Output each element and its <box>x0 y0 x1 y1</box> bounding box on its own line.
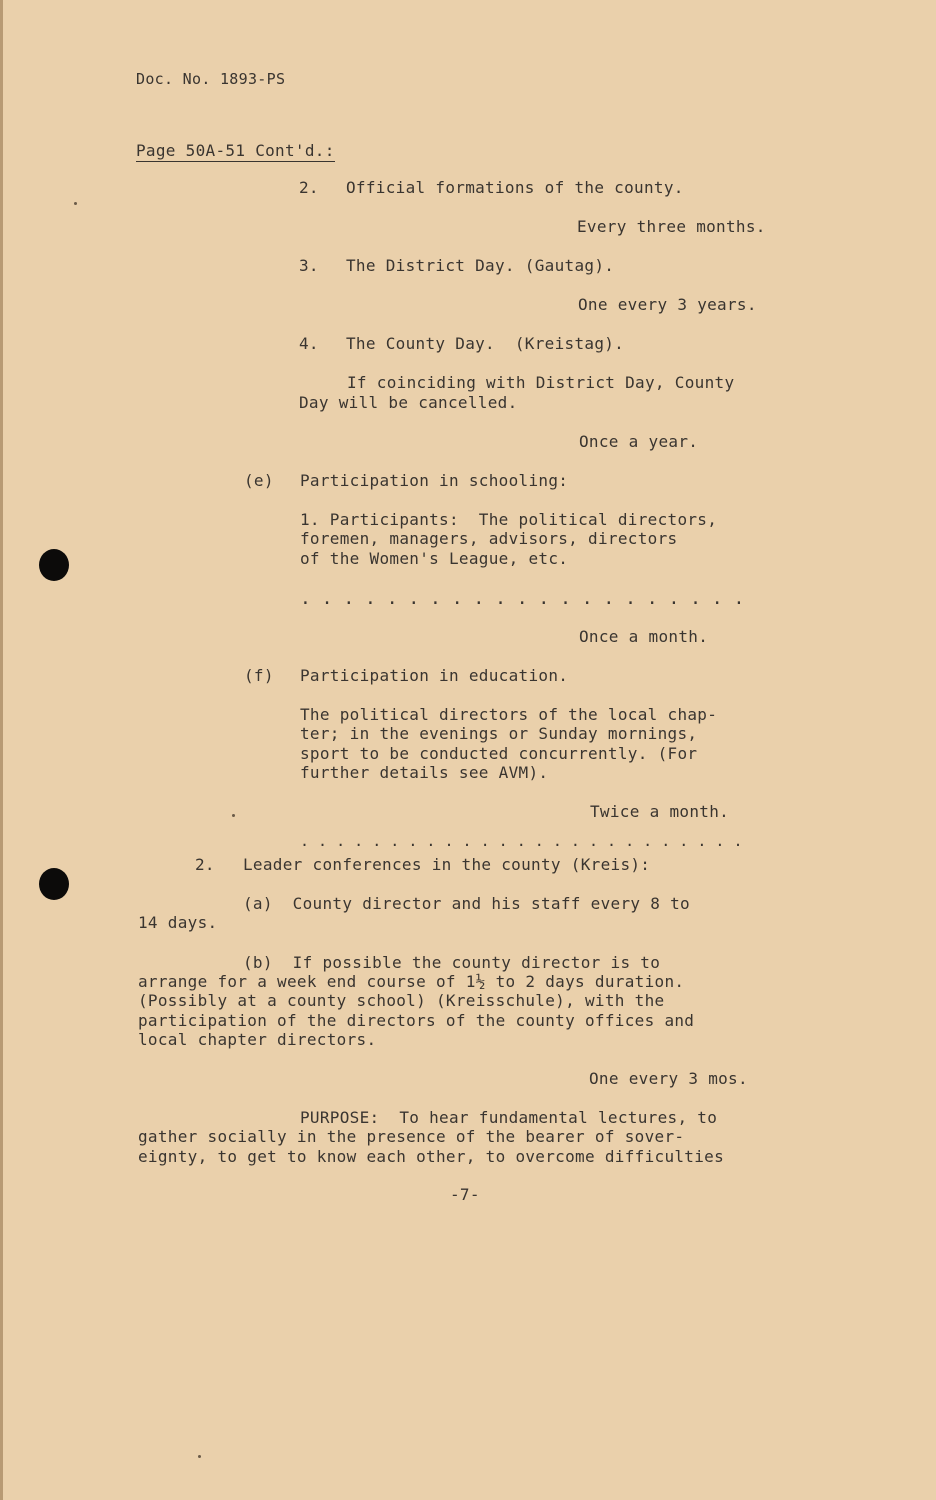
item-3-number: 3. <box>299 256 319 275</box>
item-a-line-2: 14 days. <box>138 913 218 932</box>
section-f-text: Participation in education. <box>300 666 569 685</box>
section-f-label: (f) <box>244 666 274 685</box>
section-f-line-2: ter; in the evenings or Sunday mornings, <box>300 724 698 743</box>
item-2-number: 2. <box>299 178 319 197</box>
item-4-frequency: Once a year. <box>579 432 699 451</box>
item-3-text: The District Day. (Gautag). <box>346 256 615 275</box>
item-b-line-5: local chapter directors. <box>138 1030 377 1049</box>
section-e-1-line-2: foremen, managers, advisors, directors <box>300 529 678 548</box>
paper-speck <box>198 1455 201 1458</box>
doc-number: Doc. No. 1893-PS <box>136 70 286 88</box>
item-2-text: Official formations of the county. <box>346 178 684 197</box>
item-2-frequency: Every three months. <box>577 217 766 236</box>
page-edge <box>0 0 3 1500</box>
page-reference <box>136 141 335 161</box>
section-f-frequency: Twice a month. <box>590 802 730 821</box>
section-e-1-line-1: 1. Participants: The political directors, <box>300 510 718 529</box>
section-2-number: 2. <box>195 855 215 874</box>
page-number: -7- <box>450 1185 480 1204</box>
item-3-frequency: One every 3 years. <box>578 295 757 314</box>
paper-speck <box>232 814 235 817</box>
dotted-separator-1: . . . . . . . . . . . . . . . . . . . . . <box>300 588 745 609</box>
page-reference-text: Page 50A-51 Cont'd.: <box>136 141 335 160</box>
item-a-line-1: (a) County director and his staff every 8 to <box>243 894 690 913</box>
item-4-text: The County Day. (Kreistag). <box>346 334 625 353</box>
item-b-frequency: One every 3 mos. <box>589 1069 748 1088</box>
section-2-text: Leader conferences in the county (Kreis): <box>243 855 651 874</box>
section-f-line-1: The political directors of the local chap- <box>300 705 718 724</box>
section-f-line-3: sport to be conducted concurrently. (For <box>300 744 698 763</box>
paper-speck <box>74 202 77 205</box>
purpose-line-2: gather socially in the presence of the bearer of sover- <box>138 1127 685 1146</box>
item-b-line-4: participation of the directors of the county offices and <box>138 1011 695 1030</box>
section-e-text: Participation in schooling: <box>300 471 569 490</box>
item-b-line-2: arrange for a week end course of 1½ to 2 days duration. <box>138 972 685 991</box>
section-e-frequency: Once a month. <box>579 627 709 646</box>
section-e-1-line-3: of the Women's League, etc. <box>300 549 569 568</box>
punch-hole-bottom <box>39 868 69 900</box>
punch-hole-top <box>39 549 69 581</box>
item-b-line-3: (Possibly at a county school) (Kreisschule), with the <box>138 991 665 1010</box>
section-e-label: (e) <box>244 471 274 490</box>
purpose-line-1: PURPOSE: To hear fundamental lectures, to <box>300 1108 718 1127</box>
purpose-line-3: eignty, to get to know each other, to overcome difficulties <box>138 1147 725 1166</box>
item-b-line-1: (b) If possible the county director is to <box>243 953 661 972</box>
item-4-number: 4. <box>299 334 319 353</box>
dotted-separator-2: . . . . . . . . . . . . . . . . . . . . . . . . . <box>300 832 743 850</box>
item-4-note-line-2: Day will be cancelled. <box>299 393 518 412</box>
section-f-line-4: further details see AVM). <box>300 763 549 782</box>
item-4-note-line-1: If coinciding with District Day, County <box>347 373 735 392</box>
